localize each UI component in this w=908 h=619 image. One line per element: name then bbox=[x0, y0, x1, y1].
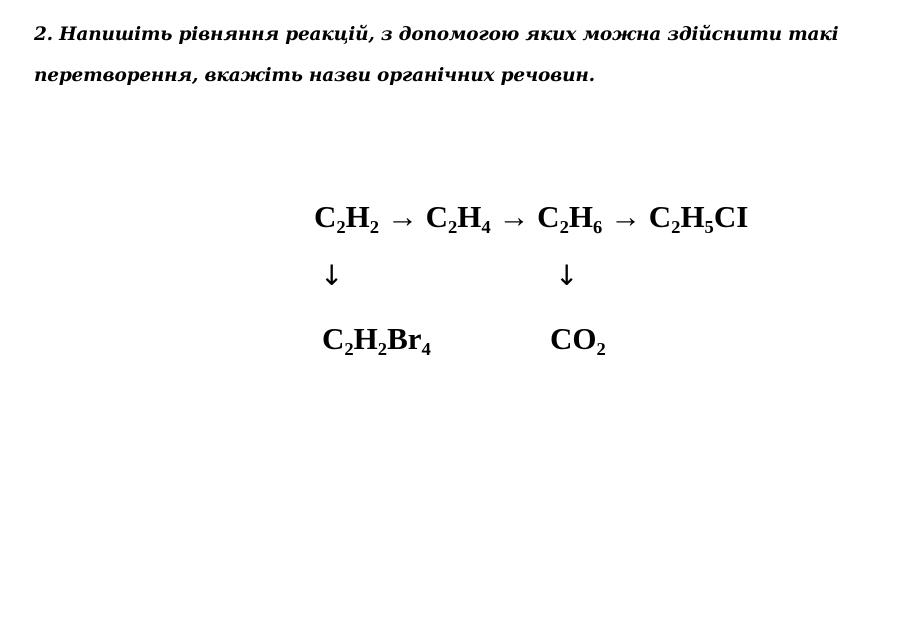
reaction-chain: C₂H₂ → C₂H₄ → C₂H₆ → C₂H₅CI bbox=[314, 199, 749, 234]
task-line-2: перетворення, вкажіть назви органічних речовин. bbox=[34, 65, 595, 86]
branch-product-1: C₂H₂Br₄ bbox=[322, 321, 431, 356]
task-text bbox=[34, 14, 884, 96]
down-arrow-icon: ↓ bbox=[555, 259, 579, 292]
down-arrow-icon: ↓ bbox=[320, 259, 344, 292]
task-line-1: 2. Напишіть рівняння реакцій, з допомогою яких можна здійснити такі bbox=[34, 24, 839, 45]
branch-product-2: CO₂ bbox=[550, 321, 606, 356]
